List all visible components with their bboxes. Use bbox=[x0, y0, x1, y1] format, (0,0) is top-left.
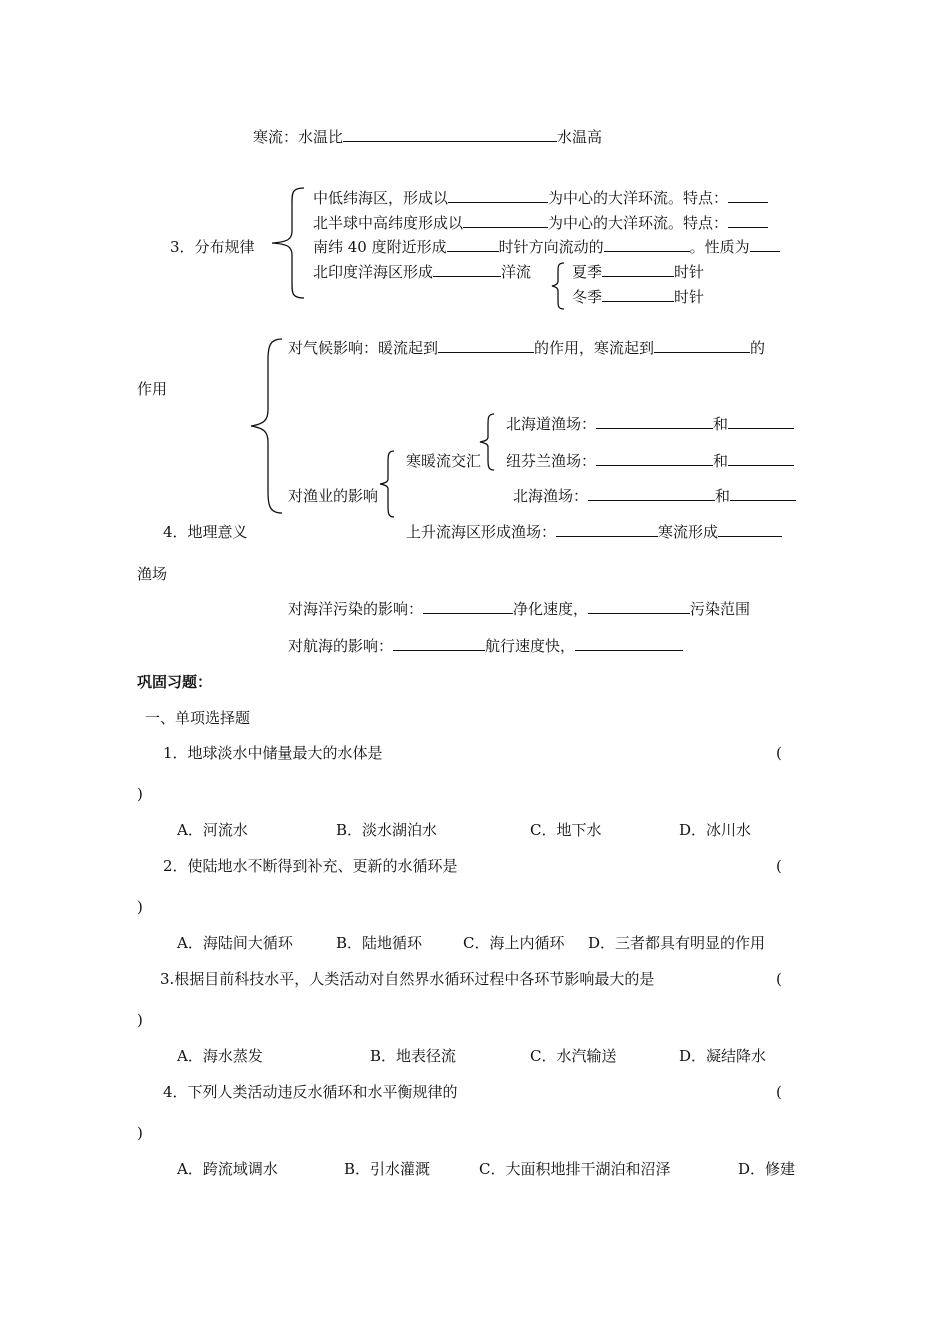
question-4-option-c[interactable]: C．大面积地排干湖泊和沼泽 bbox=[479, 1160, 671, 1178]
cold-current-blank[interactable] bbox=[343, 127, 557, 142]
climate-line: 对气候影响：暖流起到 的作用，寒流起到 的 bbox=[288, 339, 766, 357]
distribution-line-3: 南纬 40 度附近形成 时针方向流动的 。性质为 bbox=[313, 237, 780, 257]
nature-blank[interactable] bbox=[750, 237, 780, 252]
exercises-title: 巩固习题： bbox=[137, 673, 213, 691]
hokkaido-group-brace bbox=[478, 413, 500, 471]
question-1-paren-close: ) bbox=[137, 785, 143, 803]
warm-effect-blank[interactable] bbox=[438, 338, 534, 353]
hokkaido-blank-1[interactable] bbox=[596, 414, 713, 429]
distribution-line-1: 中低纬海区，形成以 为中心的大洋环流。特点： bbox=[313, 188, 768, 208]
hokkaido-line: 北海道渔场： 和 bbox=[506, 414, 794, 434]
distribution-label: 3．分布规律 bbox=[170, 238, 255, 256]
newfoundland-blank-2[interactable] bbox=[728, 451, 794, 466]
question-1-option-c[interactable]: C．地下水 bbox=[530, 821, 602, 839]
winter-blank[interactable] bbox=[602, 287, 674, 302]
pollution-blank-1[interactable] bbox=[423, 599, 513, 614]
distribution-line-2: 北半球中高纬度形成以 为中心的大洋环流。特点： bbox=[313, 213, 768, 233]
section-title: 一、单项选择题 bbox=[145, 709, 251, 727]
question-3-paren-close: ) bbox=[137, 1011, 143, 1029]
hokkaido-blank-2[interactable] bbox=[728, 414, 794, 429]
distribution-line-4: 北印度洋海区形成 洋流 bbox=[313, 263, 532, 281]
question-1-option-b[interactable]: B．淡水湖泊水 bbox=[336, 821, 438, 839]
newfoundland-line: 纽芬兰渔场： 和 bbox=[506, 451, 794, 471]
current-name-blank[interactable] bbox=[604, 237, 690, 252]
navigation-line: 对航海的影响： 航行速度快， bbox=[288, 636, 683, 656]
north-sea-blank-1[interactable] bbox=[588, 486, 715, 501]
question-2-paren-open: ( bbox=[776, 857, 782, 875]
question-1-paren-open: ( bbox=[776, 744, 782, 762]
question-1-stem: 1．地球淡水中储量最大的水体是 bbox=[163, 744, 383, 762]
question-4-option-d[interactable]: D．修建 bbox=[738, 1160, 796, 1178]
question-1-option-d[interactable]: D．冰川水 bbox=[679, 821, 752, 839]
center-blank-1[interactable] bbox=[448, 188, 548, 203]
climate-wrap: 作用 bbox=[137, 380, 168, 398]
fishery-label: 对渔业的影响 bbox=[288, 487, 379, 505]
question-4-paren-open: ( bbox=[776, 1083, 782, 1101]
pollution-blank-2[interactable] bbox=[588, 599, 690, 614]
question-3-paren-open: ( bbox=[776, 970, 782, 988]
navigation-blank-2[interactable] bbox=[575, 636, 683, 651]
question-4-option-a[interactable]: A．跨流域调水 bbox=[177, 1160, 278, 1178]
north-sea-blank-2[interactable] bbox=[730, 486, 796, 501]
significance-brace bbox=[248, 338, 288, 514]
question-3-option-a[interactable]: A．海水蒸发 bbox=[177, 1047, 263, 1065]
question-2-option-a[interactable]: A．海陆间大循环 bbox=[177, 934, 293, 952]
feature-blank-1[interactable] bbox=[728, 188, 768, 203]
question-2-option-b[interactable]: B．陆地循环 bbox=[336, 934, 423, 952]
question-4-paren-close: ) bbox=[137, 1124, 143, 1142]
upwelling-line: 上升流海区形成渔场： 寒流形成 bbox=[406, 522, 782, 542]
monsoon-blank[interactable] bbox=[433, 262, 501, 277]
winter-line: 冬季 时针 bbox=[572, 288, 705, 306]
fishery-brace bbox=[378, 450, 400, 518]
summer-line: 夏季 时针 bbox=[572, 263, 705, 281]
cold-current-line bbox=[253, 127, 602, 147]
question-2-option-d[interactable]: D．三者都具有明显的作用 bbox=[588, 934, 766, 952]
upwelling-blank-2[interactable] bbox=[718, 522, 782, 537]
question-4-stem: 4．下列人类活动违反水循环和水平衡规律的 bbox=[163, 1083, 458, 1101]
distribution-brace bbox=[268, 187, 308, 299]
monsoon-brace bbox=[550, 262, 570, 310]
cold-current-suffix: 水温高 bbox=[557, 128, 603, 146]
mixing-label: 寒暖流交汇 bbox=[406, 452, 482, 470]
question-3-option-d[interactable]: D．凝结降水 bbox=[679, 1047, 767, 1065]
question-2-stem: 2．使陆地水不断得到补充、更新的水循环是 bbox=[163, 857, 458, 875]
question-2-option-c[interactable]: C．海上内循环 bbox=[463, 934, 565, 952]
pollution-line: 对海洋污染的影响： 净化速度， 污染范围 bbox=[288, 600, 751, 618]
feature-blank-2[interactable] bbox=[728, 213, 768, 228]
question-4-option-b[interactable]: B．引水灌溉 bbox=[344, 1160, 431, 1178]
question-1-option-a[interactable]: A．河流水 bbox=[177, 821, 248, 839]
question-2-paren-close: ) bbox=[137, 898, 143, 916]
summer-blank[interactable] bbox=[602, 262, 674, 277]
question-3-option-b[interactable]: B．地表径流 bbox=[370, 1047, 457, 1065]
direction-blank[interactable] bbox=[447, 237, 499, 252]
newfoundland-blank-1[interactable] bbox=[596, 451, 713, 466]
upwelling-blank-1[interactable] bbox=[556, 522, 658, 537]
center-blank-2[interactable] bbox=[463, 213, 548, 228]
north-sea-line: 北海渔场： 和 bbox=[513, 486, 796, 506]
question-3-stem: 3.根据目前科技水平，人类活动对自然界水循环过程中各环节影响最大的是 bbox=[160, 970, 655, 988]
significance-label: 4．地理意义 bbox=[163, 523, 248, 541]
question-3-option-c[interactable]: C．水汽输送 bbox=[530, 1047, 617, 1065]
upwelling-wrap: 渔场 bbox=[137, 565, 168, 583]
cold-current-prefix: 寒流：水温比 bbox=[253, 128, 344, 146]
navigation-blank-1[interactable] bbox=[393, 636, 485, 651]
cold-effect-blank[interactable] bbox=[654, 338, 750, 353]
